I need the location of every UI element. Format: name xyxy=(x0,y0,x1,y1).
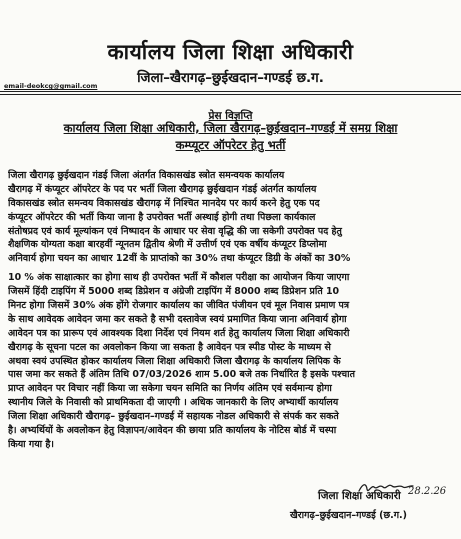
body-line: जिला खैरागढ़ छुईखदान गंडई जिला अंतर्गत विकासखंड स्त्रोत समन्वयक कार्यालय xyxy=(8,170,285,181)
body-line: है। अभ्यर्थियों के अवलोकन हेतु विज्ञापन/आवेदन की छाया प्रति कार्यालय के नोटिस बोर्ड में चस्पा xyxy=(8,425,337,437)
body-line: जिसमें हिंदी टाइपिंग में 5000 शब्द डिप्रेशन व अंग्रेजी टाइपिंग में 8000 शब्द डिप्रेशन प्रति 10 xyxy=(8,286,340,298)
body-line: पास जमा कर सकते हैं अंतिम तिथि 07/03/2026 शाम 5.00 बजे तक निर्धारित है इसके पश्चात xyxy=(8,369,355,381)
body-line: खैरागढ़ के सूचना पटल का अवलोकन किया जा सकता है आवेदन पत्र स्पीड पोस्ट के माध्यम से xyxy=(8,341,331,353)
office-location: जिला–खैरागढ़–छुईखदान–गण्डई छ.ग. xyxy=(137,70,324,86)
notice-heading-line-2: कम्प्यूटर ऑपरेटर हेतु भर्ती xyxy=(175,138,286,152)
body-line: विकासखंड स्त्रोत समन्वय विकासखंड खैरागढ़ में निश्चित मानदेय पर कार्य करने हेतु एक पद xyxy=(8,197,320,209)
header-divider-thin xyxy=(0,94,461,95)
body-line: आवेदन पत्र का प्रारूप एवं आवश्यक दिशा निर्देश एवं नियम शर्त हेतु कार्यालय जिला शिक्षा अधिकारी xyxy=(8,327,350,339)
body-line: 10 % अंक साक्षात्कार का होगा साथ ही उपरोक्त भर्ती में कौशल परीक्षा का आयोजन किया जाएगा xyxy=(8,272,350,284)
signature-date: 28.2.26 xyxy=(408,486,447,497)
body-line: किया गया है। xyxy=(8,438,55,450)
header-divider xyxy=(0,91,461,92)
notice-body xyxy=(8,169,453,452)
body-line: अनिवार्य होगा चयन का आधार 12वीं के प्राप्तांको का 30% तथा कंप्यूटर डिग्री के अंकों का 30% xyxy=(8,253,351,265)
body-line: संतोषप्रद एवं कार्य मूल्यांकन एवं निष्पादन के आधार पर सेवा वृद्धि की जा सकेगी उपरोक्त पद हेतु xyxy=(8,225,342,237)
signatory-title: जिला शिक्षा अधिकारी xyxy=(318,490,401,502)
body-line: के साथ आवेदक आवेदन जमा कर सकते है सभी दस्तावेज स्वयं प्रमाणित किया जाना अनिवार्य होगा xyxy=(8,313,347,325)
body-line: शैक्षणिक योग्यता कक्षा बारहवीं न्यूनतम द्वितीय श्रेणी में उत्तीर्ण एवं एक वर्षीय कंप्यूटर डिप्लोमा xyxy=(8,239,327,251)
notice-heading xyxy=(14,120,447,154)
body-line: कंप्यूटर ऑपरेटर की भर्ती किया जाना है उपरोक्त भर्ती अस्थाई होगी तथा पिछला कार्यकाल xyxy=(8,211,316,223)
body-line: खैरागढ़ में कंप्यूटर ऑपरेटर के पद पर भर्ती जिला खैरागढ़ छुईखदान गंडई अंतर्गत कार्यालय xyxy=(8,183,317,195)
press-release-label: प्रेस विज्ञप्ति xyxy=(208,110,253,122)
body-line: मिनट होगा जिसमें 30% अंक होंगे रोजगार कार्यालय का जीवित पंजीयन एवं मूल निवास प्रमाण पत्र xyxy=(8,300,350,312)
signatory-place: खैरागढ़–छुईखदान–गण्डई (छ.ग.) xyxy=(290,510,408,521)
office-title: कार्यालय जिला शिक्षा अधिकारी xyxy=(107,40,354,64)
notice-heading-line-1: कार्यालय जिला शिक्षा अधिकारी, जिला खैरागढ़–छुईखदान–गण्डई में समग्र शिक्षा xyxy=(63,121,398,135)
body-line: अथवा स्वयं उपस्थित होकर कार्यालय जिला शिक्षा अधिकारी जिला खैरागढ़ के कार्यालय लिपिक के xyxy=(8,355,341,367)
body-line: जिला शिक्षा अधिकारी खैरागढ़– छुईखदान–गण्डई में सहायक नोडल अधिकारी से संपर्क कर सकते xyxy=(8,411,339,423)
email-link[interactable]: email-deokcg@gmail.com xyxy=(4,82,98,90)
body-line: प्राप्त आवेदन पर विचार नहीं किया जा सकेगा चयन समिति का निर्णय अंतिम एवं सर्वमान्य होगा xyxy=(8,383,332,395)
signature-scribble-icon xyxy=(357,480,415,496)
body-line: स्थानीय जिले के निवासी को प्राथमिकता दी जाएगी । अधिक जानकारी के लिए अभ्यार्थी कार्यालय xyxy=(8,397,339,409)
